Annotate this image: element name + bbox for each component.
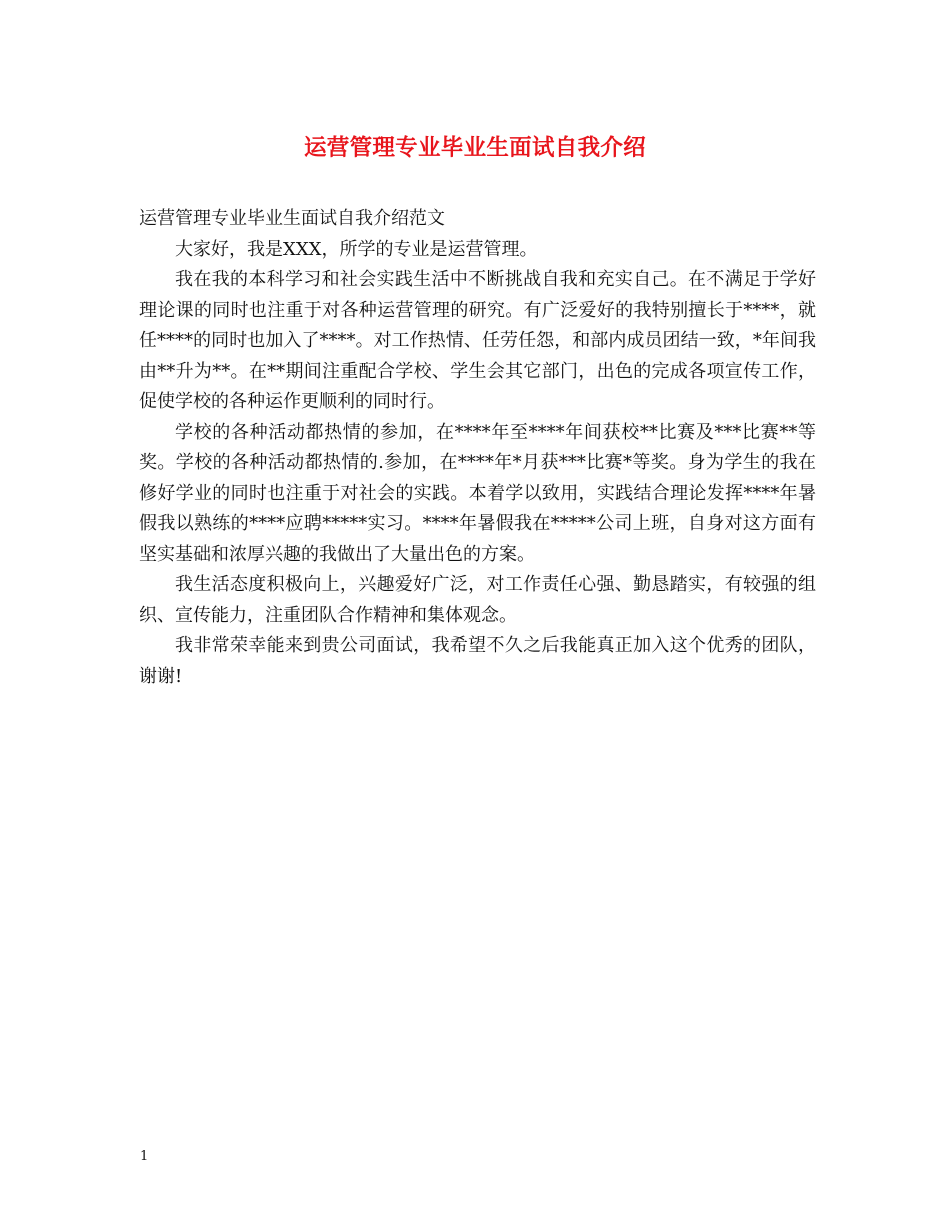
paragraph-greeting: 大家好，我是XXX，所学的专业是运营管理。 <box>175 238 538 260</box>
paragraph-closing: 我非常荣幸能来到贵公司面试，我希望不久之后我能真正加入这个优秀的团队，谢谢! <box>139 635 816 687</box>
paragraph-activities-awards: 学校的各种活动都热情的参加，在****年至****年间获校**比赛及***比赛**等奖。学校的各种活动都热情的.参加，在****年*月获***比赛*等奖。身为学生的我在修好学业的同时也注重于对社会的实践。本着学以致用，实践结合理论发挥****年暑假我以熟练的****应聘*****实习。****年暑假我在*****公司上班，自身对这方面有坚实基础和浓厚兴趣的我做出了大量出色的方案。 <box>139 421 816 565</box>
document-subtitle: 运营管理专业毕业生面试自我介绍范文 <box>139 208 445 229</box>
document-body <box>139 204 816 692</box>
page-number: 1 <box>140 1149 149 1164</box>
paragraph-study-practice: 我在我的本科学习和社会实践生活中不断挑战自我和充实自己。在不满足于学好理论课的同时也注重于对各种运营管理的研究。有广泛爱好的我特别擅长于****，就任****的同时也加入了****。对工作热情、任劳任怨，和部内成员团结一致，*年间我由**升为**。在**期间注重配合学校、学生会其它部门，出色的完成各项宣传工作，促使学校的各种运作更顺利的同时行。 <box>139 269 816 412</box>
paragraph-attitude: 我生活态度积极向上，兴趣爱好广泛，对工作责任心强、勤恳踏实，有较强的组织、宣传能力，注重团队合作精神和集体观念。 <box>139 574 816 626</box>
document-title: 运营管理专业毕业生面试自我介绍 <box>303 135 646 161</box>
